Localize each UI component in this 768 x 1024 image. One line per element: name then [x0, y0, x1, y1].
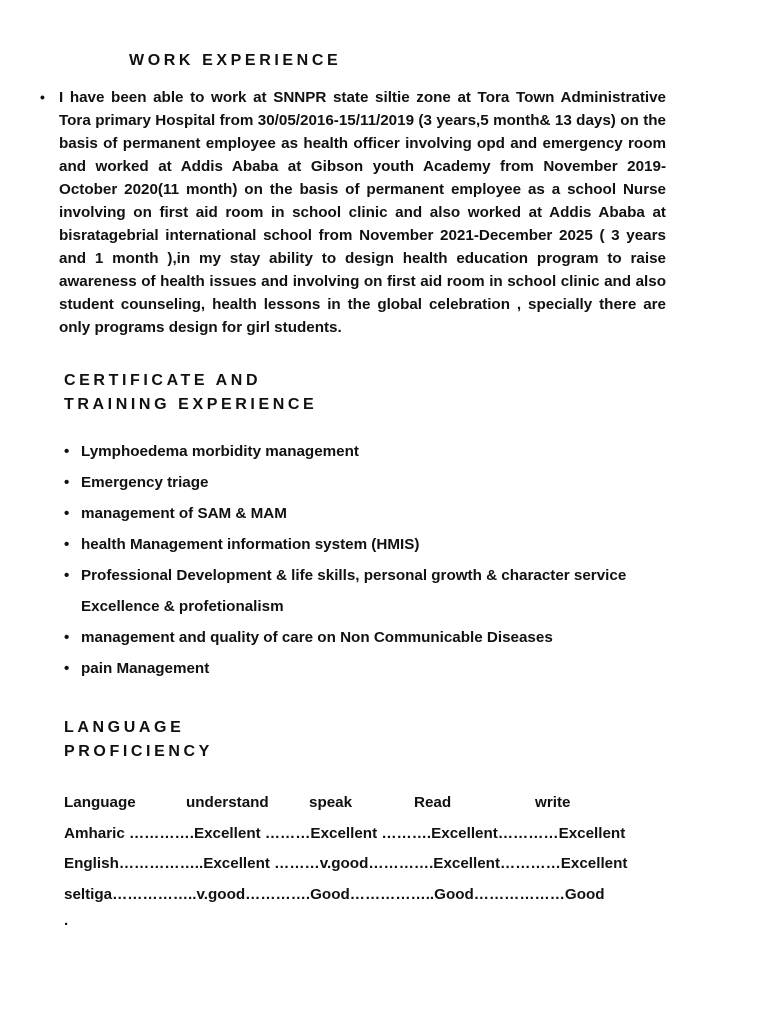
header-write: write [535, 794, 571, 811]
certificate-heading-line1: CERTIFICATE AND [64, 372, 262, 389]
list-item: • pain Management [64, 653, 684, 684]
table-row: seltiga……………..v.good………….Good……………..Good………………Good [64, 885, 605, 903]
table-row: Amharic ………….Excellent ………Excellent ……….Excellent…………Excellent [64, 824, 626, 842]
certificate-list [64, 436, 684, 684]
work-experience-text: I have been able to work at SNNPR state siltie zone at Tora Town Administrative Tora primary Hospital from 30/05/2016-15/11/2019 (3 years,5 month& 13 days) on the basis of permanent employee as health officer involving opd and emergency room and worked at Addis Ababa at Gibson youth Academy from November 2019- October 2020(11 month) on the basis of permanent employee as a school Nurse involving on first aid room in school clinic and also worked at Addis Ababa at bisratagebrial international school from November 2021-December 2025 ( 3 years and 1 month ),in my stay ability to design health education program to raise awareness of health issues and involving on first aid room in school clinic and also student counseling, health lessons in the global celebration , specially there are only programs design for girl students. [59, 89, 666, 336]
header-language: Language [64, 794, 136, 811]
list-item: • management of SAM & MAM [64, 498, 684, 529]
language-heading [64, 716, 213, 764]
list-item: • health Management information system (HMIS) [64, 529, 684, 560]
trailing-period: . [64, 912, 69, 929]
list-item: • Emergency triage [64, 467, 684, 498]
work-bullet: • [40, 89, 45, 105]
list-item: • management and quality of care on Non Communicable Diseases [64, 622, 684, 653]
language-heading-line1: LANGUAGE [64, 719, 185, 736]
language-table [64, 788, 627, 910]
work-experience-heading: WORK EXPERIENCE [129, 52, 342, 69]
language-heading-line2: PROFICIENCY [64, 743, 213, 760]
certificate-heading [64, 369, 317, 417]
header-speak: speak [309, 794, 353, 811]
language-table-header [64, 788, 627, 819]
list-item: • Professional Development & life skills, personal growth & character service Excellence & profetionalism [64, 560, 684, 622]
header-read: Read [414, 794, 452, 811]
table-row: English……………..Excellent ………v.good………….Excellent…………Excellent [64, 855, 628, 872]
certificate-heading-line2: TRAINING EXPERIENCE [64, 396, 318, 413]
header-understand: understand [186, 794, 269, 811]
list-item: • Lymphoedema morbidity management [64, 436, 684, 467]
